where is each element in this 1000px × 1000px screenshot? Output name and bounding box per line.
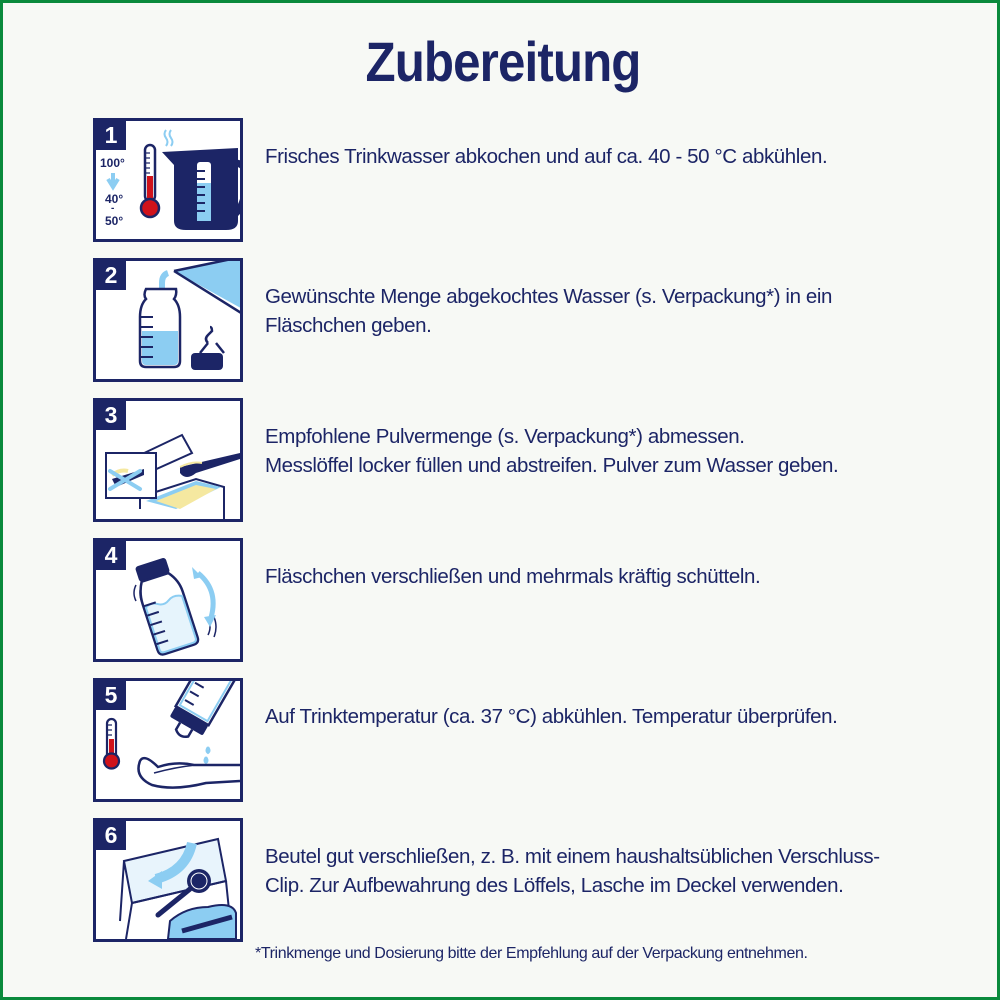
thermometer-icon xyxy=(104,719,119,769)
step-number: 3 xyxy=(96,401,126,430)
step-4-text: Fläschchen verschließen und mehrmals kräftig schütteln. xyxy=(265,565,761,588)
step-number: 2 xyxy=(96,261,126,290)
step-number: 1 xyxy=(96,121,126,150)
step-6-illustration xyxy=(93,818,243,942)
kettle-icon xyxy=(162,130,240,230)
step-1-illustration xyxy=(93,118,243,242)
step-3-illustration xyxy=(93,398,243,522)
step-3-text: Empfohlene Pulvermenge (s. Verpackung*) abmessen. Messlöffel locker füllen und abstreifen. Pulver zum Wasser geben. xyxy=(265,425,839,477)
page-title: Zubereitung xyxy=(365,30,641,93)
step-number: 5 xyxy=(96,681,126,710)
step-1 xyxy=(93,118,993,243)
step-5-illustration xyxy=(93,678,243,802)
step-1-text: Frisches Trinkwasser abkochen und auf ca. 40 - 50 °C abkühlen. xyxy=(265,145,828,168)
step-number: 6 xyxy=(96,821,126,850)
svg-text:40°: 40° xyxy=(105,192,124,206)
step-3 xyxy=(93,398,993,523)
step-4-illustration xyxy=(93,538,243,662)
temp-from-label: 100° xyxy=(100,156,125,170)
svg-text:-: - xyxy=(111,203,115,214)
step-2 xyxy=(93,258,993,383)
thermometer-icon xyxy=(141,145,159,217)
footnote: *Trinkmenge und Dosierung bitte der Empfehlung auf der Verpackung entnehmen. xyxy=(255,945,808,962)
step-5-text: Auf Trinktemperatur (ca. 37 °C) abkühlen. Temperatur überprüfen. xyxy=(265,705,838,728)
step-2-text: Gewünschte Menge abgekochtes Wasser (s. Verpackung*) in ein Fläschchen geben. xyxy=(265,285,833,337)
step-6 xyxy=(93,818,993,943)
step-number: 4 xyxy=(96,541,126,570)
step-4 xyxy=(93,538,993,663)
step-6-text: Beutel gut verschließen, z. B. mit einem haushaltsüblichen Verschluss- Clip. Zur Aufbewahrung des Löffels, Lasche im Deckel verwenden. xyxy=(265,845,880,897)
step-5 xyxy=(93,678,993,803)
svg-text:50°: 50° xyxy=(105,214,124,228)
step-2-illustration xyxy=(93,258,243,382)
